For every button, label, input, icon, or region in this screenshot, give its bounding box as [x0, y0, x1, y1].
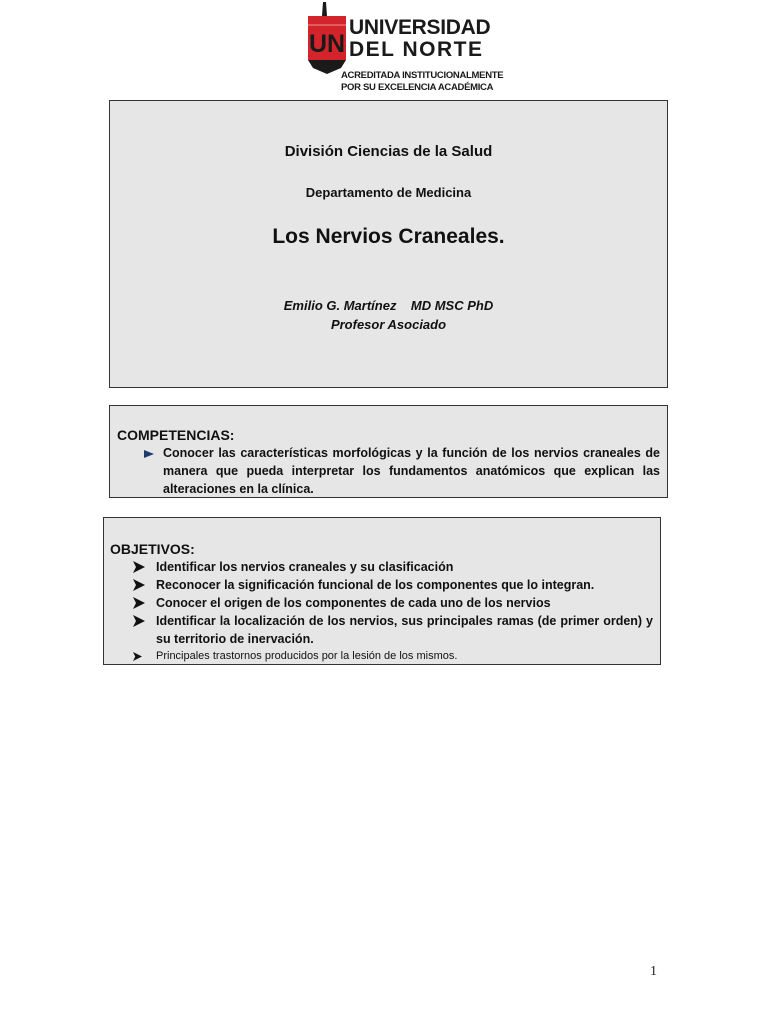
competencias-text: Conocer las características morfológicas y la función de los nervios craneales de manera que pueda interpretar los fundamentos anatómicos que explican las alteraciones en la clínica. [163, 446, 660, 496]
page-number: 1 [650, 964, 657, 979]
university-logo [303, 2, 504, 96]
logo-mark: UN [308, 30, 346, 58]
objetivos-heading: OBJETIVOS: [110, 541, 195, 557]
objetivos-list [132, 558, 653, 665]
list-item [132, 594, 653, 612]
list-item [132, 576, 653, 594]
triangle-bullet-icon [144, 449, 154, 459]
objective-text: Identificar los nervios craneales y su clasificación [156, 560, 454, 574]
author-role: Profesor Asociado [330, 317, 447, 332]
division-heading: División Ciencias de la Salud [284, 143, 493, 160]
objective-text: Reconocer la significación funcional de los componentes que lo integran. [156, 578, 595, 592]
competencias-section [109, 405, 668, 498]
list-item [132, 612, 653, 648]
accreditation-line2: POR SU EXCELENCIA ACADÉMICA [341, 82, 494, 93]
university-tower-logo-icon [303, 2, 349, 74]
author-name: Emilio G. Martínez MD MSC PhD [283, 298, 494, 313]
arrowhead-bullet-icon [133, 652, 142, 661]
objective-text: Identificar la localización de los nervios, sus principales ramas (de primer orden) y su territorio de inervación. [156, 614, 653, 646]
university-name-line1: UNIVERSIDAD [349, 16, 491, 39]
arrowhead-bullet-icon [133, 615, 145, 627]
arrowhead-bullet-icon [133, 579, 145, 591]
document-title: Los Nervios Craneales. [272, 225, 505, 248]
list-item [132, 648, 653, 665]
title-block [109, 100, 668, 388]
objective-text: Principales trastornos producidos por la lesión de los mismos. [156, 650, 458, 662]
objetivos-section [103, 517, 661, 665]
department-heading: Departamento de Medicina [305, 185, 472, 200]
competencias-heading: COMPETENCIAS: [117, 427, 235, 443]
arrowhead-bullet-icon [133, 561, 145, 573]
university-name-line2: DEL NORTE [349, 38, 484, 61]
accreditation-text [341, 70, 504, 94]
objective-text: Conocer el origen de los componentes de cada uno de los nervios [156, 596, 551, 610]
list-item [132, 558, 653, 576]
accreditation-line1: ACREDITADA INSTITUCIONALMENTE [341, 70, 504, 81]
arrowhead-bullet-icon [133, 597, 145, 609]
